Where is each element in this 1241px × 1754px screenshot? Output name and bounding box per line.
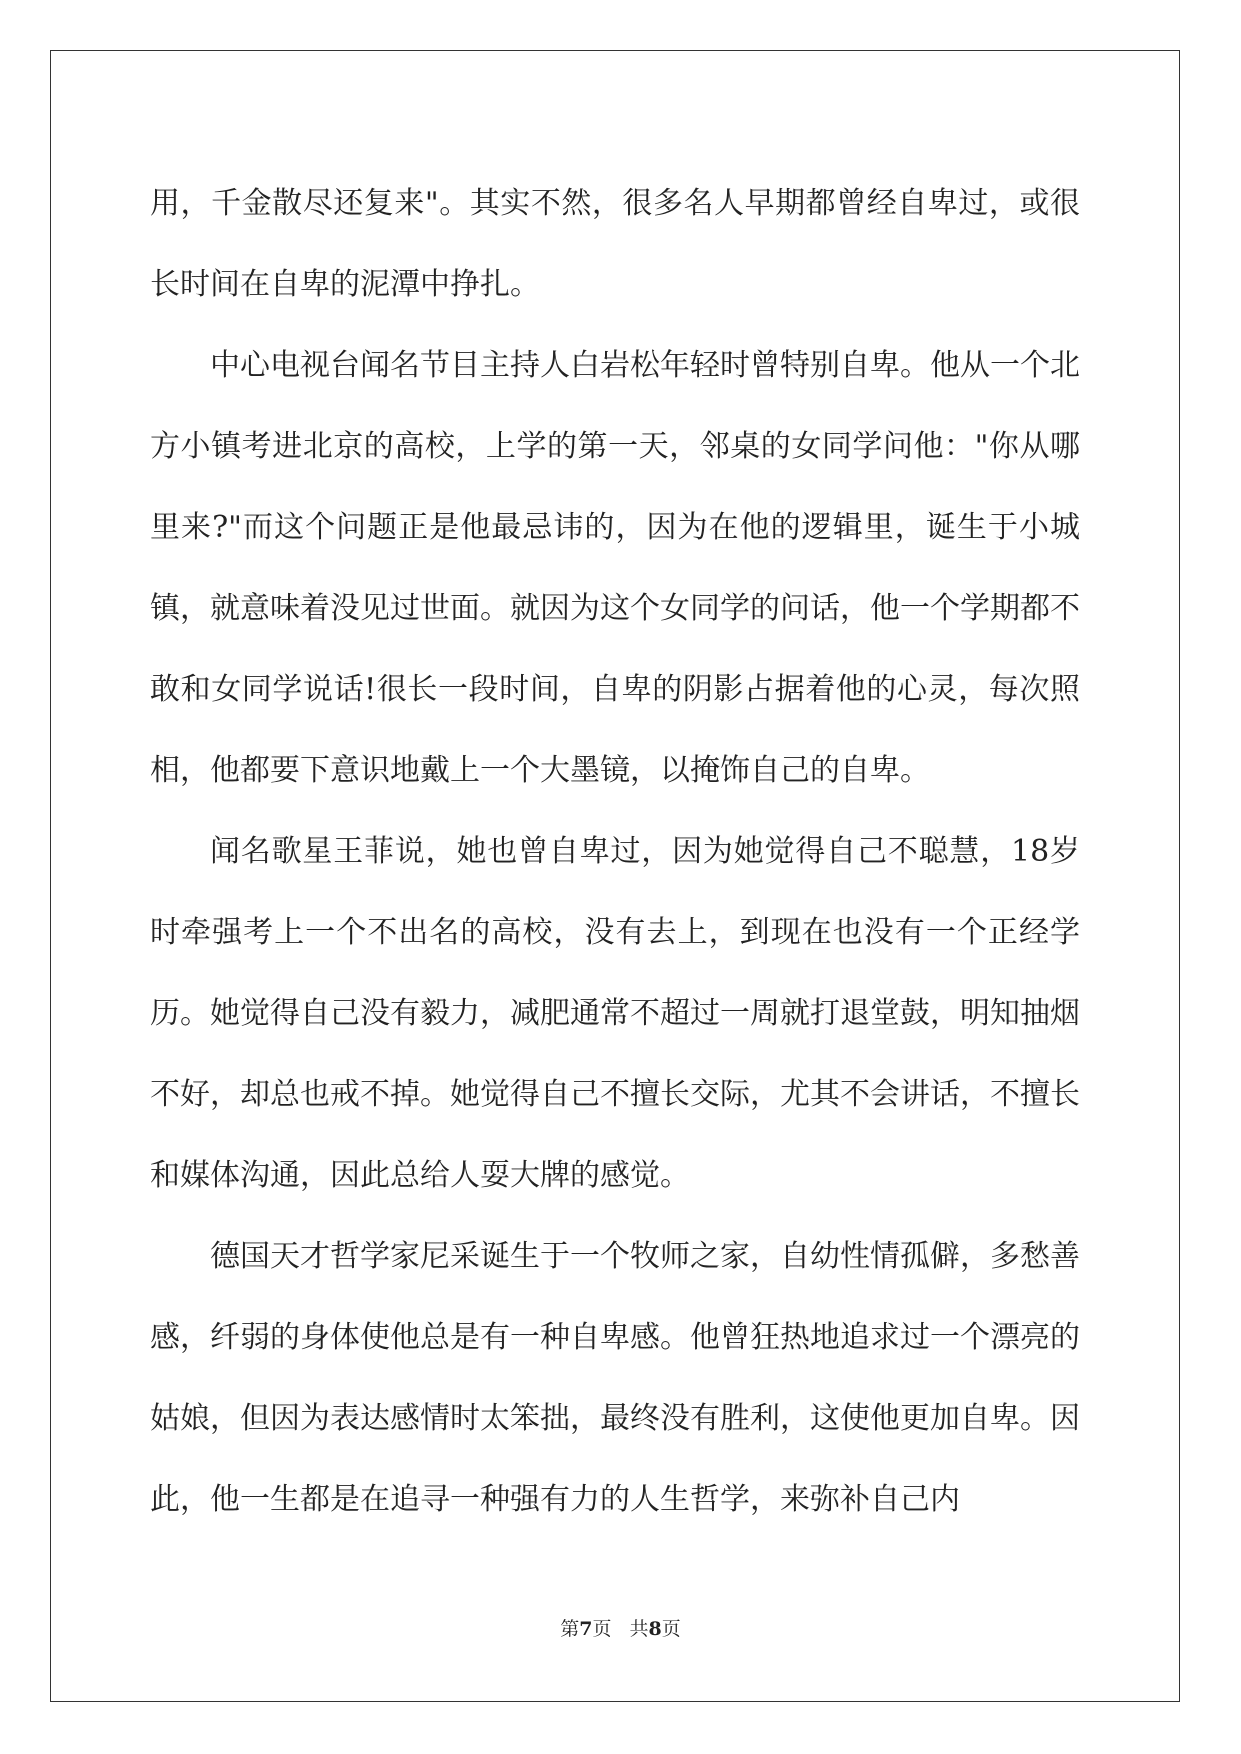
- page-total: 8: [648, 1618, 662, 1640]
- paragraph-2: 中心电视台闻名节目主持人白岩松年轻时曾特别自卑。他从一个北方小镇考进北京的高校，上学的第一天，邻桌的女同学问他："你从哪里来?"而这个问题正是他最忌讳的，因为在他的逻辑里，诞生于小城镇，就意味着没见过世面。就因为这个女同学的问话，他一个学期都不敢和女同学说话!很长一段时间，自卑的阴影占据着他的心灵，每次照相，他都要下意识地戴上一个大墨镜，以掩饰自己的自卑。: [150, 348, 1080, 788]
- paragraph-4: 德国天才哲学家尼采诞生于一个牧师之家，自幼性情孤僻，多愁善感，纤弱的身体使他总是有一种自卑感。他曾狂热地追求过一个漂亮的姑娘，但因为表达感情时太笨拙，最终没有胜利，这使他更加自卑。因此，他一生都是在追寻一种强有力的人生哲学，来弥补自己内: [150, 1239, 1080, 1517]
- page-suffix: 页: [592, 1618, 612, 1640]
- total-suffix: 页: [661, 1618, 681, 1640]
- page-prefix: 第: [560, 1618, 580, 1640]
- total-prefix: 共: [629, 1618, 649, 1640]
- paragraph-3: 闻名歌星王菲说，她也曾自卑过，因为她觉得自己不聪慧，18岁时牵强考上一个不出名的高校，没有去上，到现在也没有一个正经学历。她觉得自己没有毅力，减肥通常不超过一周就打退堂鼓，明知抽烟不好，却总也戒不掉。她觉得自己不擅长交际，尤其不会讲话，不擅长和媒体沟通，因此总给人耍大牌的感觉。: [150, 834, 1080, 1193]
- document-body: [150, 163, 1080, 1540]
- page-footer: [0, 1614, 1241, 1641]
- paragraph-1: 用，千金散尽还复来"。其实不然，很多名人早期都曾经自卑过，或很长时间在自卑的泥潭中挣扎。: [150, 186, 1080, 302]
- page-current: 7: [579, 1618, 593, 1640]
